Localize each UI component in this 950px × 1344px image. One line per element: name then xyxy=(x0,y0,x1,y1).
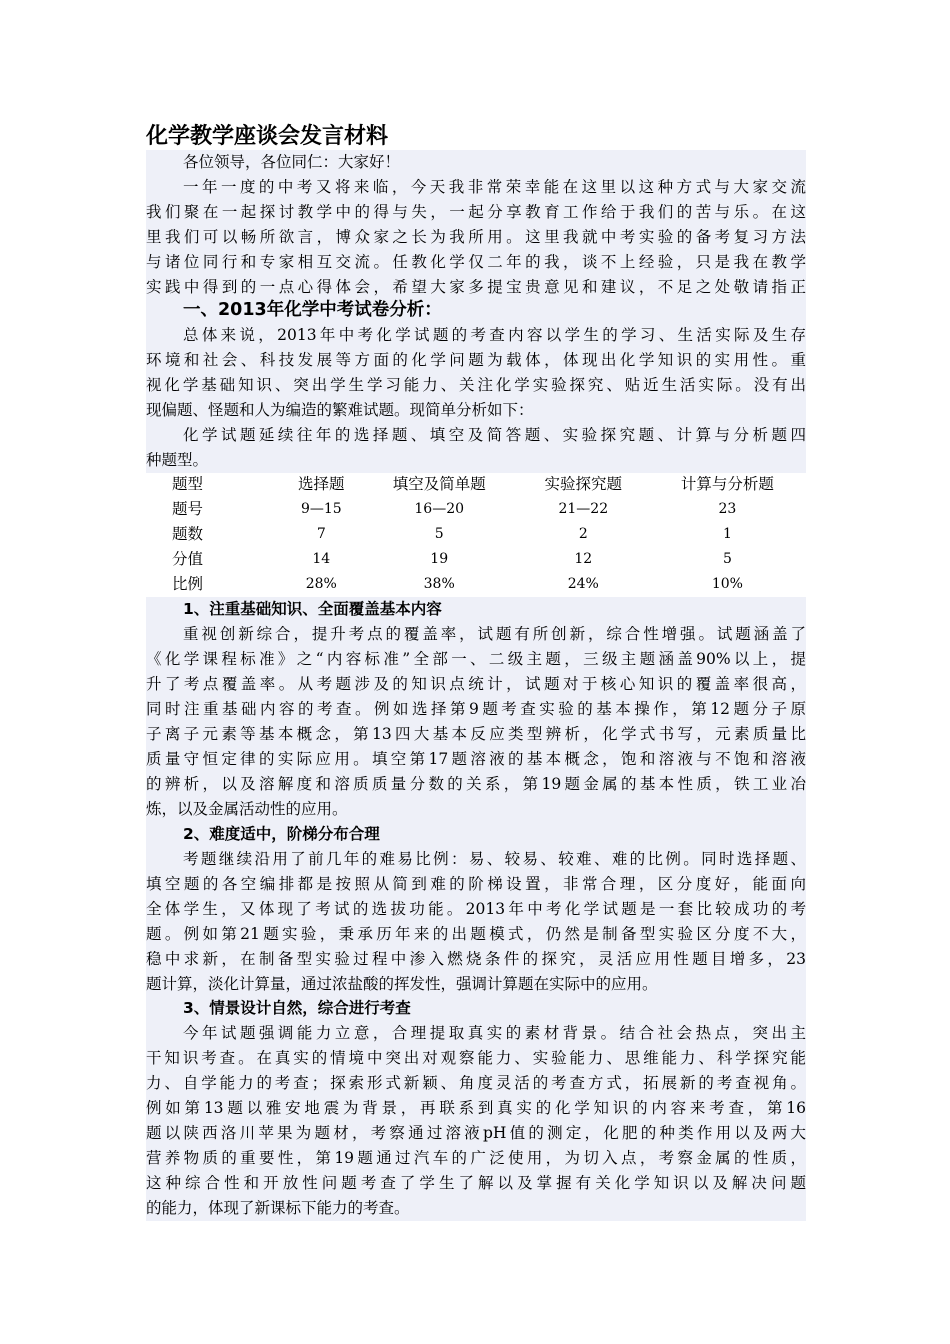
table-cell: 1 xyxy=(722,526,732,542)
intro-line: 一年一度的中考又将来临，今天我非常荣幸能在这里以这种方式与大家交流 xyxy=(183,178,806,196)
point2-heading: 2、难度适中，阶梯分布合理 xyxy=(183,825,380,843)
point2-line: 全体学生，又体现了考试的选拔功能。2013年中考化学试题是一套比较成功的考 xyxy=(146,900,806,918)
section1-line: 环境和社会、科技发展等方面的化学问题为载体，体现出化学知识的实用性。重 xyxy=(146,351,806,369)
point1-line: 《化学课程标准》之“内容标准”全部一、二级主题，三级主题涵盖90%以上，提 xyxy=(146,650,806,668)
table-cell: 14 xyxy=(312,551,331,567)
point2-block xyxy=(146,822,806,997)
section1-heading: 一、2013年化学中考试卷分析： xyxy=(183,300,442,320)
point1-line: 升了考点覆盖率。从考题涉及的知识点统计，试题对于核心知识的覆盖率很高， xyxy=(146,675,806,693)
point3-heading: 3、情景设计自然，综合进行考查 xyxy=(183,999,411,1017)
point3-line: 题以陕西洛川苹果为题材，考察通过溶液pH值的测定，化肥的种类作用以及两大 xyxy=(146,1124,806,1142)
table-header-label: 题型 xyxy=(172,475,204,493)
point1-block xyxy=(146,597,806,822)
table-column-header: 实验探究题 xyxy=(544,475,623,493)
table-row xyxy=(146,497,806,522)
point3-line: 干知识考查。在真实的情境中突出对观察能力、实验能力、思维能力、科学探究能 xyxy=(146,1049,806,1067)
table-row xyxy=(146,572,806,597)
point3-line: 营养物质的重要性，第19题通过汽车的广泛使用，为切入点，考察金属的性质， xyxy=(146,1149,806,1167)
table-cell: 9—15 xyxy=(300,501,342,517)
table-cell: 5 xyxy=(722,551,732,567)
point1-heading: 1、注重基础知识、全面覆盖基本内容 xyxy=(183,600,442,618)
point3-line: 今年试题强调能力立意，合理提取真实的素材背景。结合社会热点，突出主 xyxy=(183,1024,806,1042)
intro-block xyxy=(146,150,806,300)
section1-line: 现偏题、怪题和人为编造的繁难试题。现简单分析如下： xyxy=(146,401,534,419)
table-cell: 16—20 xyxy=(414,501,465,517)
point1-line: 的辨析，以及溶解度和溶质质量分数的关系，第19题金属的基本性质，铁工业冶 xyxy=(146,775,806,793)
section1-line: 化学试题延续往年的选择题、填空及简答题、实验探究题、计算与分析题四 xyxy=(183,426,806,444)
table-row xyxy=(146,547,806,572)
greeting-line: 各位领导，各位同仁：大家好！ xyxy=(183,153,401,171)
point1-line: 炼，以及金属活动性的应用。 xyxy=(146,800,348,818)
point3-line: 这种综合性和开放性问题考查了学生了解以及掌握有关化学知识以及解决问题 xyxy=(146,1174,806,1192)
table-column-header: 计算与分析题 xyxy=(680,475,774,493)
document-title: 化学教学座谈会发言材料 xyxy=(146,124,389,149)
point2-line: 题。例如第21题实验，秉承历年来的出题模式，仍然是制备型实验区分度不大， xyxy=(146,925,806,943)
table-cell: 5 xyxy=(434,526,444,542)
point1-line: 重视创新综合，提升考点的覆盖率，试题有所创新，综合性增强。试题涵盖了 xyxy=(183,625,806,643)
point3-line: 力、自学能力的考查；探索形式新颖、角度灵活的考查方式，拓展新的考查视角。 xyxy=(146,1074,806,1092)
intro-line: 里我们可以畅所欲言，博众家之长为我所用。这里我就中考实验的备考复习方法 xyxy=(146,228,806,246)
table-cell: 7 xyxy=(316,526,326,542)
point1-line: 同时注重基础内容的考查。例如选择第9题考查实验的基本操作，第12题分子原 xyxy=(146,700,806,718)
table-cell: 24% xyxy=(567,576,599,592)
table-cell: 23 xyxy=(718,501,737,517)
table-row-label: 题数 xyxy=(172,525,204,543)
point2-line: 考题继续沿用了前几年的难易比例：易、较易、较难、难的比例。同时选择题、 xyxy=(183,850,806,868)
table-cell: 12 xyxy=(574,551,593,567)
point3-line: 的能力，体现了新课标下能力的考查。 xyxy=(146,1199,410,1217)
point1-line: 子离子元素等基本概念，第13四大基本反应类型辨析，化学式书写，元素质量比 xyxy=(146,725,806,743)
section1-line: 视化学基础知识、突出学生学习能力、关注化学实验探究、贴近生活实际。没有出 xyxy=(146,376,806,394)
section1-block xyxy=(146,298,806,473)
point3-block xyxy=(146,996,806,1221)
point2-line: 稳中求新，在制备型实验过程中渗入燃烧条件的探究，灵活应用性题目增多，23 xyxy=(146,950,806,968)
table-cell: 38% xyxy=(423,576,455,592)
intro-line: 我们聚在一起探讨教学中的得与失，一起分享教育工作给于我们的苦与乐。在这 xyxy=(146,203,806,221)
table-cell: 19 xyxy=(430,551,449,567)
table-row-label: 比例 xyxy=(172,575,204,593)
table-row-label: 分值 xyxy=(172,550,204,568)
point1-line: 质量守恒定律的实际应用。填空第17题溶液的基本概念，饱和溶液与不饱和溶液 xyxy=(146,750,806,768)
intro-line: 实践中得到的一点心得体会，希望大家多提宝贵意见和建议，不足之处敬请指正 xyxy=(146,278,806,296)
table-cell: 10% xyxy=(711,576,743,592)
table-column-header: 填空及简单题 xyxy=(392,475,486,493)
point2-line: 填空题的各空编排都是按照从简到难的阶梯设置，非常合理，区分度好，能面向 xyxy=(146,875,806,893)
table-cell: 28% xyxy=(305,576,337,592)
table-header-row xyxy=(146,472,806,497)
table-column-header: 选择题 xyxy=(298,475,345,493)
intro-line: 与诸位同行和专家相互交流。任教化学仅二年的我，谈不上经验，只是我在教学 xyxy=(146,253,806,271)
section1-line: 总体来说，2013年中考化学试题的考查内容以学生的学习、生活实际及生存 xyxy=(183,326,806,344)
table-cell: 2 xyxy=(578,526,588,542)
table-cell: 21—22 xyxy=(558,501,609,517)
table-row-label: 题号 xyxy=(172,500,204,518)
section1-line: 种题型。 xyxy=(146,451,209,469)
point3-line: 例如第13题以雅安地震为背景，再联系到真实的化学知识的内容来考查，第16 xyxy=(146,1099,806,1117)
question-type-table xyxy=(146,472,806,597)
point2-line: 题计算，淡化计算量，通过浓盐酸的挥发性，强调计算题在实际中的应用。 xyxy=(146,975,658,993)
table-row xyxy=(146,522,806,547)
